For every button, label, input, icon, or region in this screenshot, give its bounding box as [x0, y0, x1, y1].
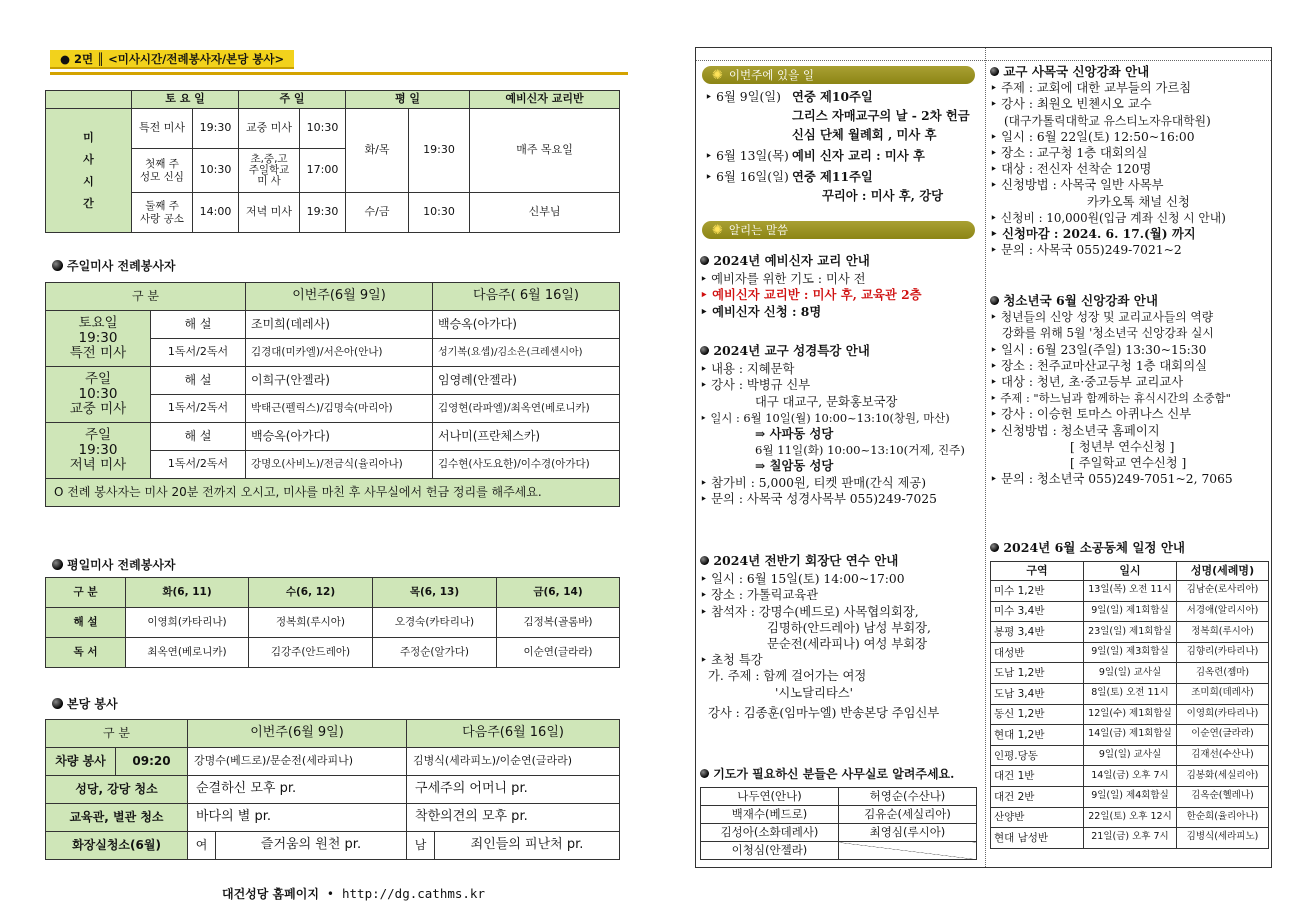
sc-date: 23일(일) 제1회합실: [1084, 622, 1177, 643]
sunday-section-title: 주일미사 전례봉사자: [52, 257, 176, 274]
service-head: 이번주(6월 9일): [188, 720, 407, 748]
sunday-head-this: 이번주(6월 9일): [246, 283, 433, 311]
car-this: 강명수(베드로)/문순전(세라피나): [188, 748, 407, 776]
role: 해 설: [151, 311, 246, 339]
weekday-head: 수(6, 12): [249, 578, 373, 608]
sun-mass-2: 초,중,고 주일학교 미 사: [239, 149, 300, 193]
sc-name: 김옥순(헬레나): [1177, 786, 1269, 807]
sc-area: 인평.당동: [991, 745, 1084, 766]
server: 이영희(카타리나): [126, 608, 249, 638]
sc-area: 현대 1,2반: [991, 725, 1084, 746]
events-list: ‣ 6월 9일(일) 연중 제10주일 그리스 자매교구의 날 - 2차 헌금 신심 단체 월례회 , 미사 후 ‣ 6월 13일(목) 예비 신자 교리 : 미사 후 ‣ 6월 16일(일) 연중 제11주일 꾸리아 : 미사 후, 강당: [705, 89, 970, 203]
role: 1독서/2독서: [151, 339, 246, 367]
footer-label: 대건성당 홈페이지: [222, 887, 319, 901]
wd-day-2: 수/금: [346, 193, 409, 233]
sc-name: 김향리(카타리나): [1177, 642, 1269, 663]
sc-head: 성명(세례명): [1177, 562, 1269, 581]
sc-date: 9일(일) 교사실: [1084, 745, 1177, 766]
sunday-group-1: 토요일 19:30 특전 미사: [46, 311, 151, 367]
prayer-name: 허영순(수산나): [839, 788, 977, 806]
sat-time-3: 14:00: [193, 193, 239, 233]
page-badge: [50, 50, 294, 69]
prayer-name: 김유순(세실리아): [839, 806, 977, 824]
small-community-title: 2024년 6월 소공동체 일정 안내: [990, 540, 1270, 556]
sc-date: 14일(금) 오후 7시: [1084, 766, 1177, 787]
sun-mass-1: 교중 미사: [239, 109, 300, 149]
sc-date: 9일(일) 교사실: [1084, 663, 1177, 684]
weekday-head: 금(6, 14): [497, 578, 620, 608]
homepage-link[interactable]: http://dg.cathms.kr: [342, 886, 485, 901]
sunday-group-3: 주일 19:30 저녁 미사: [46, 423, 151, 479]
sc-date: 22일(토) 오후 12시: [1084, 807, 1177, 828]
sc-area: 현대 남성반: [991, 828, 1084, 849]
sc-head: 구역: [991, 562, 1084, 581]
server: 오경숙(카타리나): [373, 608, 497, 638]
sc-name: 이영희(카타리나): [1177, 704, 1269, 725]
server: 성기복(요셉)/김소은(크레센시아): [433, 339, 620, 367]
prayer-name: 김성아(소화데레사): [701, 824, 839, 842]
sun-time-1: 10:30: [300, 109, 346, 149]
sc-area: 미수 1,2반: [991, 581, 1084, 602]
bible-lecture-notice: 2024년 교구 성경특강 안내 ‣ 내용 : 지혜문학 ‣ 강사 : 박병규 신부 대구 대교구, 문화홍보국장 ‣ 일시 : 6월 10일(월) 10:00~13:10(창원, 마산) ⇒ 사파동 성당 6월 11일(화) 10:00~13:10(거제, 진주) ⇒ 칠암동 성당 ‣ 참가비 : 5,000원, 티켓 판매(간식 제공) ‣ 문의 : 사목국 성경사목부 055)249-7025: [700, 343, 965, 506]
service-table: [45, 719, 620, 860]
weekday-servers-table: [45, 577, 620, 668]
prayer-name: 최영심(루시아): [839, 824, 977, 842]
right-top-dash: [696, 60, 1271, 61]
sc-name: 조미희(데레사): [1177, 683, 1269, 704]
bullet-icon: [52, 559, 63, 570]
sc-area: 동신 1,2반: [991, 704, 1084, 725]
service-head: 다음주(6월 16일): [407, 720, 620, 748]
sun-icon: ✺: [712, 67, 723, 83]
server: 백승옥(아가다): [433, 311, 620, 339]
prayer-table: [700, 787, 977, 860]
sat-time-2: 10:30: [193, 149, 239, 193]
prayer-notice-title: 기도가 필요하신 분들은 사무실로 알려주세요.: [700, 766, 984, 782]
clean-next: 착한의견의 모후 pr.: [407, 804, 620, 832]
sc-date: 21일(금) 오후 7시: [1084, 828, 1177, 849]
sc-date: 9일(일) 제1회합실: [1084, 601, 1177, 622]
server: 강명오(사비노)/전금식(율리아나): [246, 451, 433, 479]
bullet-icon: [52, 260, 63, 271]
toilet-label: 화장실청소(6월): [46, 832, 188, 860]
sc-area: 대건 2반: [991, 786, 1084, 807]
prayer-name: 나두연(안나): [701, 788, 839, 806]
sun-mass-3: 저녁 미사: [239, 193, 300, 233]
sc-date: 8일(토) 오전 11시: [1084, 683, 1177, 704]
server: 이희구(안젤라): [246, 367, 433, 395]
weekday-section-title: 평일미사 전례봉사자: [52, 556, 176, 573]
sc-name: 김남순(로사리아): [1177, 581, 1269, 602]
sunday-servers-table: [45, 282, 620, 507]
server: 백승옥(아가다): [246, 423, 433, 451]
sat-mass-3: 둘째 주 사랑 공소: [132, 193, 193, 233]
server: 최옥연(베로니카): [126, 638, 249, 668]
bullet-icon: [52, 698, 63, 709]
col-weekday: 평 일: [346, 91, 470, 109]
sc-area: 대건 1반: [991, 766, 1084, 787]
weekday-head: 화(6, 11): [126, 578, 249, 608]
prayer-empty-cell: [839, 842, 977, 860]
notice-pill: ✺ 알리는 말씀: [702, 221, 975, 239]
mass-side-label: 미 사 시 간: [46, 109, 132, 233]
sc-area: 봉평 3,4반: [991, 622, 1084, 643]
wd-cat-1: 매주 목요일: [470, 109, 620, 193]
server: 서나미(프란체스카): [433, 423, 620, 451]
column-divider: [985, 48, 986, 867]
sc-area: 도남 1,2반: [991, 663, 1084, 684]
footer-sep: •: [326, 886, 334, 901]
sc-name: 이순연(글라라): [1177, 725, 1269, 746]
sc-area: 산양반: [991, 807, 1084, 828]
wd-cat-2: 신부님: [470, 193, 620, 233]
sc-area: 대성반: [991, 642, 1084, 663]
sc-head: 일시: [1084, 562, 1177, 581]
wd-time-1: 19:30: [409, 109, 470, 193]
wd-day-1: 화/목: [346, 109, 409, 193]
col-sunday: 주 일: [239, 91, 346, 109]
server: 임영례(안젤라): [433, 367, 620, 395]
sun-icon: ✺: [712, 222, 723, 238]
server: 김강주(안드레아): [249, 638, 373, 668]
sc-date: 13일(목) 오전 11시: [1084, 581, 1177, 602]
clean-this: 순결하신 모후 pr.: [188, 776, 407, 804]
leaders-notice: 2024년 전반기 회장단 연수 안내 ‣ 일시 : 6월 15일(토) 14:00~17:00 ‣ 장소 : 가톨릭교육관 ‣ 참석자 : 강명수(베드로) 사목협의회장, 김명하(안드레아) 남성 부회장, 문순전(세라피나) 여성 부회장 ‣ 초청 특강 가. 주제 : 함께 걸어가는 여정 '시노달리타스' 강사 : 김종훈(임마누엘) 반송본당 주임신부: [700, 553, 940, 720]
sc-name: 서경애(알리시아): [1177, 601, 1269, 622]
weekday-head: 구 분: [46, 578, 126, 608]
sc-name: 정복희(루시아): [1177, 622, 1269, 643]
header-rule: [50, 72, 628, 75]
sc-name: 김봉화(세실리아): [1177, 766, 1269, 787]
sc-date: 12일(수) 제1회합실: [1084, 704, 1177, 725]
sunday-head-div: 구 분: [46, 283, 246, 311]
sunday-note: O 전례 봉사자는 미사 20분 전까지 오시고, 미사를 마친 후 사무실에서 헌금 정리를 해주세요.: [46, 479, 620, 507]
page-badge-text: ● 2면 ║ <미사시간/전례봉사자/본당 봉사>: [60, 51, 285, 66]
toilet-male: 남: [407, 832, 435, 860]
mass-time-table: [45, 90, 620, 233]
sat-time-1: 19:30: [193, 109, 239, 149]
server: 정복희(루시아): [249, 608, 373, 638]
prayer-name: 백재수(베드로): [701, 806, 839, 824]
sun-time-3: 19:30: [300, 193, 346, 233]
catechism-notice: 2024년 예비신자 교리 안내 ‣ 예비자를 위한 기도 : 미사 전 ‣ 예비신자 교리반 : 미사 후, 교육관 2층 ‣ 예비신자 신청 : 8명: [700, 253, 922, 319]
role: 1독서/2독서: [151, 451, 246, 479]
server: 김영현(라파엘)/최옥연(베로니카): [433, 395, 620, 423]
car-next: 김병식(세라피노)/이순연(글라라): [407, 748, 620, 776]
server: 주정순(알가다): [373, 638, 497, 668]
role: 해 설: [151, 367, 246, 395]
role: 해 설: [151, 423, 246, 451]
toilet-male-group: 죄인들의 피난처 pr.: [435, 832, 620, 860]
toilet-female-group: 즐거움의 원천 pr.: [216, 832, 407, 860]
pastoral-notice: 교구 사목국 신앙강좌 안내 ‣ 주제 : 교회에 대한 교부들의 가르침 ‣ 강사 : 최원오 빈첸시오 교수 (대구가톨릭대학교 유스티노자유대학원) ‣ 일시 : 6월 22일(토) 12:50~16:00 ‣ 장소 : 교구청 1층 대회의실 ‣ 대상 : 전신자 선착순 120명 ‣ 신청방법 : 사목국 일반 사목부 카카오톡 채널 신청 ‣ 신청비 : 10,000원(입금 계좌 신청 시 안내) ‣ 신청마감 : 2024. 6. 17.(월) 까지 ‣ 문의 : 사목국 055)249-7021~2: [990, 64, 1226, 258]
footer: [222, 885, 485, 902]
sun-time-2: 17:00: [300, 149, 346, 193]
server: 이순연(글라라): [497, 638, 620, 668]
weekday-role: 해 설: [46, 608, 126, 638]
small-community-table: [990, 561, 1269, 849]
sat-mass-2: 첫째 주 성모 신심: [132, 149, 193, 193]
service-head: 구 분: [46, 720, 188, 748]
sc-name: 김옥련(젬마): [1177, 663, 1269, 684]
clean-this: 바다의 별 pr.: [188, 804, 407, 832]
sc-date: 9일(일) 제3회합실: [1084, 642, 1177, 663]
wd-time-2: 10:30: [409, 193, 470, 233]
service-section-title: 본당 봉사: [52, 695, 118, 712]
col-catechism: 예비신자 교리반: [470, 91, 620, 109]
server: 김정복(골롬바): [497, 608, 620, 638]
sc-date: 14일(금) 제1회합실: [1084, 725, 1177, 746]
server: 김수현(사도요한)/이수경(아가다): [433, 451, 620, 479]
col-saturday: 토 요 일: [132, 91, 239, 109]
car-time: 09:20: [116, 748, 188, 776]
sc-name: 김병식(세라피노): [1177, 828, 1269, 849]
weekday-head: 목(6, 13): [373, 578, 497, 608]
sc-name: 김재선(수산나): [1177, 745, 1269, 766]
this-week-pill: ✺ 이번주에 있을 일: [702, 66, 975, 84]
weekday-role: 독 서: [46, 638, 126, 668]
sc-date: 9일(일) 제4회합실: [1084, 786, 1177, 807]
car-label: 차량 봉사: [46, 748, 116, 776]
server: 조미희(데레사): [246, 311, 433, 339]
youth-notice: 청소년국 6월 신앙강좌 안내 ‣ 청년들의 신앙 성장 및 교리교사들의 역량 강화를 위해 5월 '청소년국 신앙강좌 실시 ‣ 일시 : 6월 23일(주일) 13:30~15:30 ‣ 장소 : 천주교마산교구청 1층 대회의실 ‣ 대상 : 청년, 초·중고등부 교리교사 ‣ 주제 : "하느님과 함께하는 휴식시간의 소중함" ‣ 강사 : 이승헌 토마스 아퀴나스 신부 ‣ 신청방법 : 청소년국 홈페이지 [ 청년부 연수신청 ] [ 주일학교 연수신청 ] ‣ 문의 : 청소년국 055)249-7051~2, 7065: [990, 293, 1233, 487]
toilet-female: 여: [188, 832, 216, 860]
sc-name: 한순희(율리아나): [1177, 807, 1269, 828]
role: 1독서/2독서: [151, 395, 246, 423]
sunday-group-2: 주일 10:30 교중 미사: [46, 367, 151, 423]
server: 박태근(펠릭스)/김명숙(마리아): [246, 395, 433, 423]
clean-label: 성당, 강당 청소: [46, 776, 188, 804]
sat-mass-1: 특전 미사: [132, 109, 193, 149]
prayer-name: 이청심(안젤라): [701, 842, 839, 860]
sc-area: 도남 3,4반: [991, 683, 1084, 704]
server: 김경대(미카엘)/서은아(안나): [246, 339, 433, 367]
sc-area: 미수 3,4반: [991, 601, 1084, 622]
sunday-head-next: 다음주( 6월 16일): [433, 283, 620, 311]
clean-label: 교육관, 별관 청소: [46, 804, 188, 832]
clean-next: 구세주의 어머니 pr.: [407, 776, 620, 804]
